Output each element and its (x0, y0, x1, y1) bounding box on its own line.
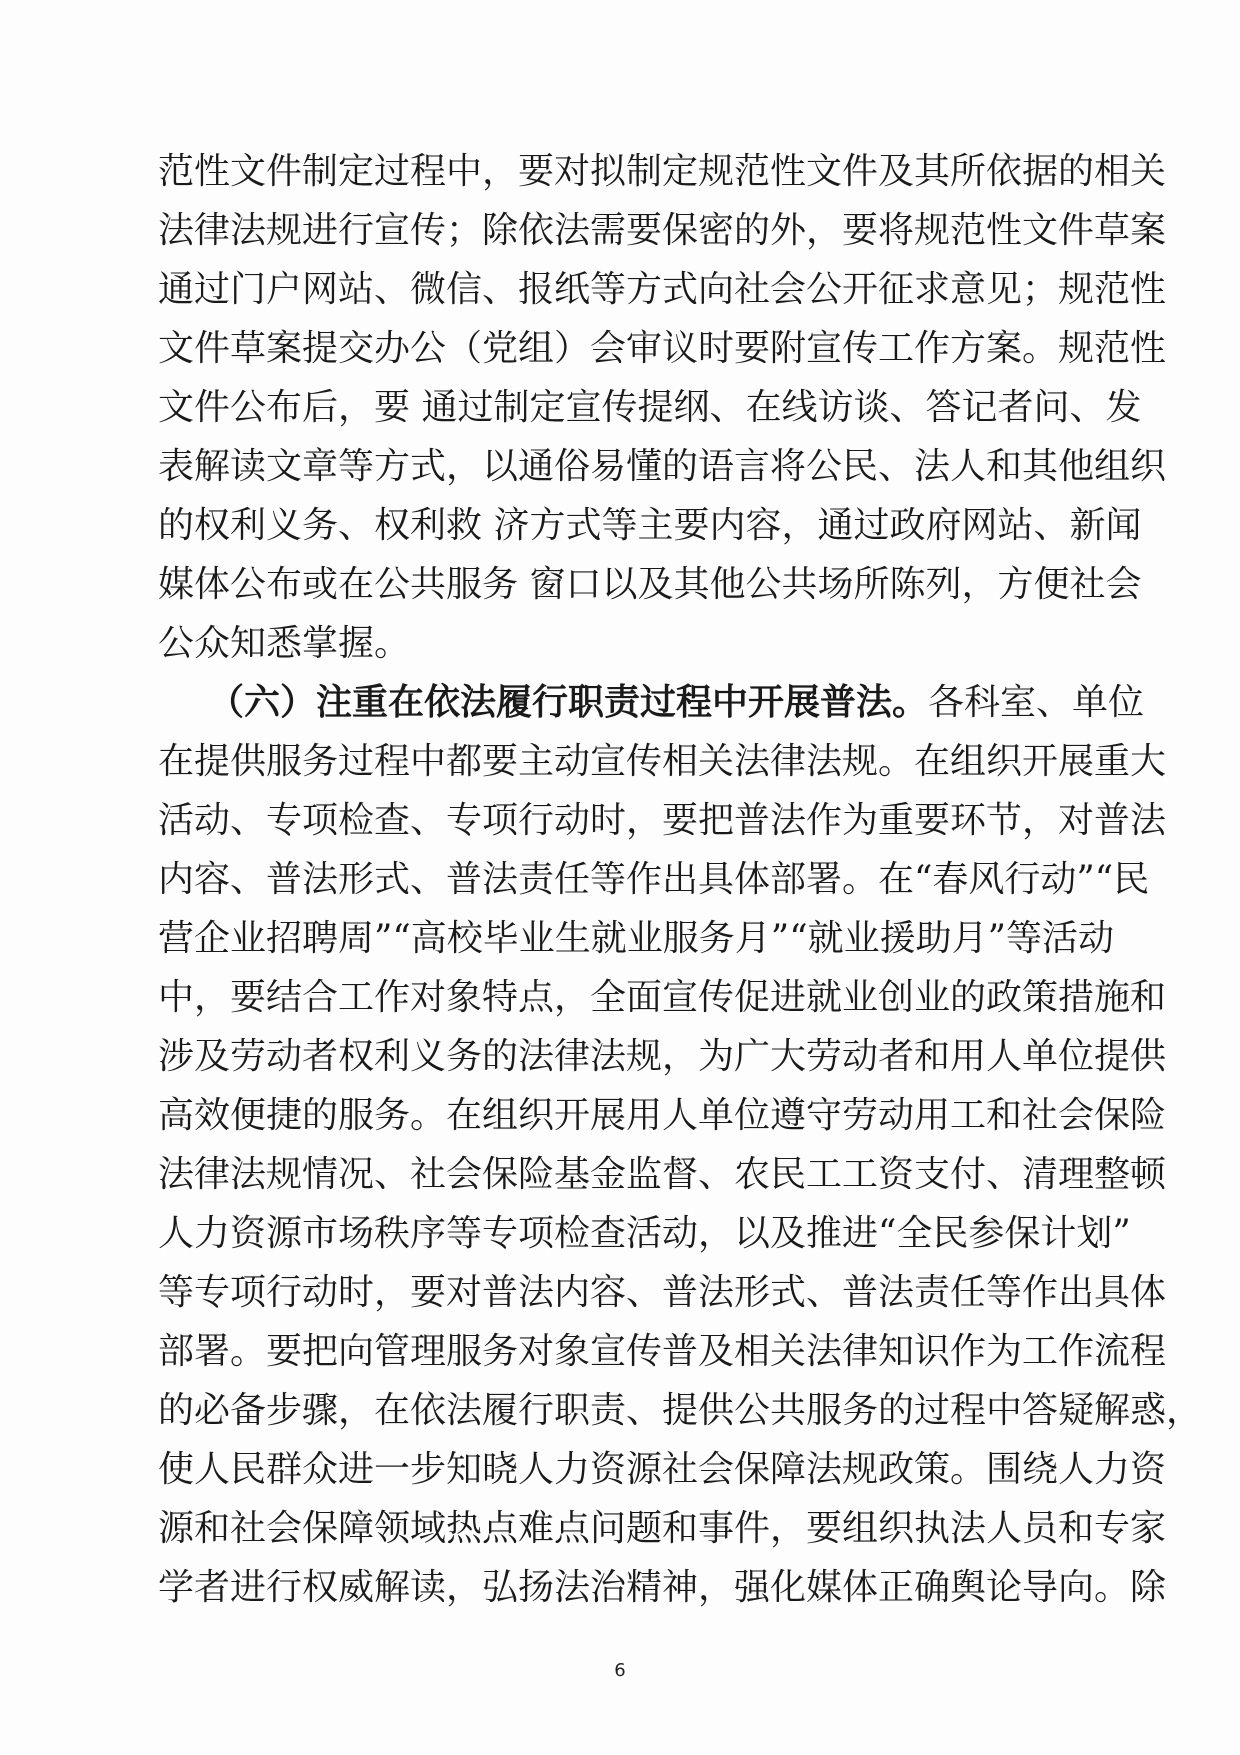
text-line: 营企业招聘周”“高校毕业生就业服务月”“就业援助月”等活动 (158, 918, 1115, 959)
text-line: 高效便捷的服务。在组织开展用人单位遵守劳动用工和社会保险 (158, 1095, 1167, 1136)
text-line: 法律法规进行宣传；除依法需要保密的外，要将规范性文件草案 (158, 210, 1167, 251)
heading-line-rest: 各科室、单位 (928, 682, 1145, 723)
text-line: 的必备步骤，在依法履行职责、提供公共服务的过程中答疑解惑， (158, 1390, 1203, 1431)
text-line: 中，要结合工作对象特点，全面宣传促进就业创业的政策措施和 (158, 977, 1167, 1018)
text-line: 法律法规情况、社会保险基金监督、农民工工资支付、清理整顿 (158, 1154, 1167, 1195)
text-line: 人力资源市场秩序等专项检查活动，以及推进“全民参保计划” (158, 1213, 1131, 1254)
section-heading: （六）注重在依法履行职责过程中开展普法。 (208, 681, 929, 723)
text-line: 学者进行权威解读，弘扬法治精神，强化媒体正确舆论导向。除 (158, 1567, 1167, 1608)
text-line: 涉及劳动者权利义务的法律法规，为广大劳动者和用人单位提供 (158, 1036, 1167, 1077)
text-line: 使人民群众进一步知晓人力资源社会保障法规政策。围绕人力资 (158, 1449, 1167, 1490)
text-line: 活动、专项检查、专项行动时，要把普法作为重要环节，对普法 (158, 800, 1167, 841)
text-line: 范性文件制定过程中，要对拟制定规范性文件及其所依据的相关 (158, 151, 1167, 192)
text-line: 的权利义务、权利救 济方式等主要内容，通过政府网站、新闻 (158, 505, 1142, 546)
body-text (158, 142, 1203, 1617)
text-line: 通过门户网站、微信、报纸等方式向社会公开征求意见；规范性 (158, 269, 1167, 310)
text-line: 内容、普法形式、普法责任等作出具体部署。在“春风行动”“民 (158, 859, 1150, 900)
text-line: 源和社会保障领域热点难点问题和事件，要组织执法人员和专家 (158, 1508, 1167, 1549)
page-number: 6 (614, 1660, 626, 1681)
text-line: 媒体公布或在公共服务 窗口以及其他公共场所陈列，方便社会 (158, 564, 1142, 605)
section-heading-line (158, 673, 1145, 732)
text-line: 文件草案提交办公（党组）会审议时要附宣传工作方案。规范性 (158, 328, 1167, 369)
text-line: 公众知悉掌握。 (158, 623, 411, 664)
text-line: 表解读文章等方式，以通俗易懂的语言将公民、法人和其他组织 (158, 446, 1167, 487)
text-line: 部署。要把向管理服务对象宣传普及相关法律知识作为工作流程 (158, 1331, 1167, 1372)
text-line: 等专项行动时，要对普法内容、普法形式、普法责任等作出具体 (158, 1272, 1167, 1313)
text-line: 在提供服务过程中都要主动宣传相关法律法规。在组织开展重大 (158, 741, 1167, 782)
text-line: 文件公布后，要 通过制定宣传提纲、在线访谈、答记者问、发 (158, 387, 1142, 428)
